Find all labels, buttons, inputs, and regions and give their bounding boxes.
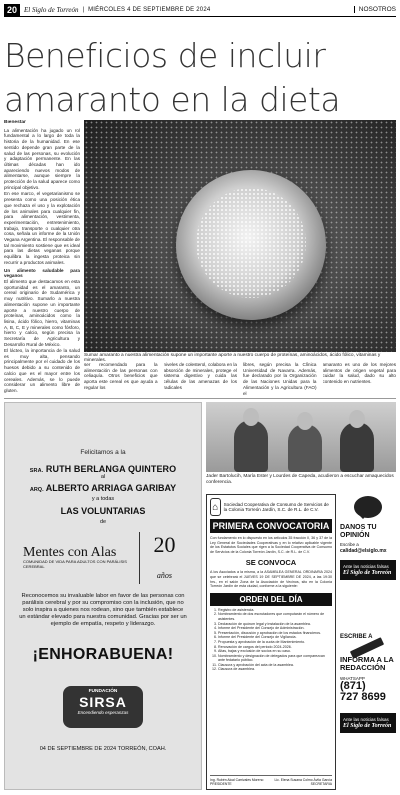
honoree-group: LAS VOLUNTARIAS (60, 506, 146, 516)
cooperative-name: Sociedad Cooperativa de Consumo de Servicios de la Colonia Torreón Jardín, S.C. de R.L. de C.V. (223, 501, 329, 512)
convocatoria-body-2: A los Asociados a la misma, a la ASAMBLEA GENERAL ORDINARIA 2024 que se celebrará el JUEVES 19 DE SEPTIEMBRE DE 2024, a las 19:30 hrs., en el salón Zona de la Asociación de Vecinos, sito en la Colonia Torreón Jardín de esta ciudad, conforme a la siguiente: (210, 570, 332, 589)
congratulations-ad (4, 402, 202, 790)
fake-news-box (340, 560, 396, 580)
honoree-two-name: ALBERTO ARRIAGA GARIBAY (45, 483, 177, 493)
write-label: ESCRIBE A (340, 634, 373, 641)
email-address[interactable]: calidad@elsiglo.mx (340, 547, 387, 554)
article-column: amaranto es uno de los mejores alimentos de origen vegetal para cuidar la salud, dado su alto contenido en nutrientes. (322, 362, 396, 385)
signer-name: Ing. Rubén Alcal Carrizales Moreno (210, 778, 264, 782)
article-byline: Bienestar (4, 120, 26, 125)
newspaper-brand[interactable]: El Siglo de Torreón (24, 5, 79, 14)
mentes-con-alas-logo (23, 532, 183, 580)
phone-area-code[interactable]: (871) (340, 680, 366, 693)
agenda-item: 3. Declaración de quórum legal y instalación de la asamblea. (218, 622, 332, 627)
anniversary-number: 20 (153, 532, 176, 557)
fund-label: FUNDACIÓN (88, 689, 118, 694)
signer-role: PRESIDENTE (210, 782, 232, 786)
newsroom-promo: INFORMA A LA REDACCIÓN (340, 655, 394, 673)
agenda-item: 9. Altas, bajas y exclusión de socios en su caso. (218, 649, 332, 654)
person-figure (340, 422, 374, 472)
ad-footer-date: 04 DE SEPTIEMBRE DE 2024 TORREÓN, COAH. (39, 746, 167, 752)
logo-name: Mentes con Alas (23, 545, 117, 560)
publication-date: MIÉRCOLES 4 DE SEPTIEMBRE DE 2024 (88, 6, 211, 13)
connector-text: al (100, 474, 106, 480)
article-column: libres, según precisa la Clínica Universidad de Navarra. Además, fue declarado por la Organización de las Naciones Unidas para la Alimentación y la Agricultura (FAO) el (243, 362, 317, 396)
signature-left (210, 778, 263, 786)
article-bottom-columns (84, 362, 396, 396)
opinion-promo: DANOS TU OPINIÓN (340, 524, 377, 539)
header-separator: | (82, 6, 85, 13)
article-column: ser recomendado para la alimentación de las personas con celiaquía. Otros beneficios que aporta este cereal es que ayuda a regular los (84, 362, 158, 390)
article-intro: La alimentación ha jugado un rol fundamental a lo largo de toda la historia de la humanidad. En ese sentido depende gran parte de la salud de las personas, su evolución y adaptación permanente. En las últimas décadas han ido apareciendo nuevos modos de alimentarse, aunque siempre la protección de la salud aparece como principal objetivo. (4, 127, 80, 190)
agenda-item: 2. Nombramiento de dos escrutadores que computarán el número de asistentes. (218, 612, 332, 621)
agenda-item: 10. Nombramiento y designación de delegados para que comparezcan ante fedatario público. (218, 654, 332, 663)
logo-tagline: COMUNIDAD DE VIDA PARA ADULTOS CON PARÁLISIS CEREBRAL (23, 559, 127, 569)
convocatoria-body: Con fundamento en lo dispuesto en los artículos 35 fracción II, 36 y 37 de la Ley General de Sociedades Cooperativas y en lo relativo aplicable vigente de los Estatutos Sociales que rigen a la Sociedad Cooperativa de Consumo de Servicios de la Colonia Torreón Jardín, S.C. de R.L. de C.V. (210, 536, 332, 554)
sidebar-promos (340, 494, 396, 790)
person-figure (234, 420, 268, 472)
phone-number[interactable]: 727 8699 (340, 691, 386, 704)
honoree-one-prefix: SRA. (29, 468, 44, 474)
honoree-two-prefix: ARQ. (29, 487, 44, 493)
email-label: Escribe a (340, 542, 359, 548)
page-header (4, 3, 396, 17)
person-figure (288, 424, 322, 472)
article-column: niveles de colesterol, colabora en la absorción de minerales, protege el sistema digestivo y cuida las células de las amenazas de los radicales (163, 362, 237, 390)
logo-wordmark (23, 547, 133, 569)
agenda-item: 6. Informe del Presidente del Consejo de Vigilancia. (218, 635, 332, 640)
article-paragraph: En ese marco, el vegetarianismo se presenta como una posición ética que rechaza el uso y la explotación de los animales para cualquier fin, para alimentación, vestimenta, experimentación, entretenimiento, trabajo, transporte o cualquier otra cosa, señala un informe de la Unión Vegana Argentina. El responsable de tal movimiento sostiene que es ideal para las dietas veganas porque equilibra la ingesta proteica sin recurrir a productos animales. (4, 191, 80, 265)
email-promo (340, 542, 396, 554)
fundacion-sirsa-logo (63, 686, 143, 728)
cooperative-logo-icon: ⌂ (210, 498, 221, 516)
agenda-item: 7. Propuesta y aprobación de la cuota de Mantenimiento. (218, 640, 332, 645)
anniversary-badge (139, 532, 183, 584)
agenda-title: ORDEN DEL DÍA (210, 593, 332, 606)
section-name[interactable]: NOSOTROS (354, 6, 396, 13)
agenda-item: 12. Clausura de asamblea. (218, 667, 332, 672)
ad-intro-line: Felicitamos a la (80, 449, 126, 456)
ad-headline: ¡ENHORABUENA! (32, 646, 174, 663)
fund-name: SIRSA (79, 694, 127, 710)
fake-news-box-2 (340, 713, 396, 733)
fake-news-line: Ante las noticias falsas (343, 717, 389, 723)
connector-text: y a todas (91, 496, 115, 502)
ad-message: Reconocemos su invaluable labor en favor de las personas con parálisis cerebral y por su compromiso con la inclusión, que no solo inspira a quienes nos rodean, sino que también establece un estándar elevado para nuestra comunidad. Gracias por ser un ejemplo de empatía, respeto y liderazgo. (19, 593, 187, 627)
bowl-of-amaranth (176, 170, 326, 320)
section-divider (4, 398, 396, 399)
page-number: 20 (4, 4, 20, 16)
amaranth-bowl-photo (84, 120, 396, 352)
agenda-item: 8. Renovación de cargos del periodo 2024-2026. (218, 645, 332, 650)
whatsapp-label: WHATSAPP (340, 676, 365, 682)
signature-right (275, 778, 332, 786)
convocatoria-title: PRIMERA CONVOCATORIA (210, 519, 332, 533)
agenda-item: 1. Registro de asistencia. (218, 608, 332, 613)
anniversary-word: años (156, 571, 173, 580)
article-column-left (4, 120, 80, 348)
fake-news-brand: El Siglo de Torreón (343, 570, 392, 577)
speech-bubble-icon (354, 496, 382, 518)
convocatoria-subtitle: SE CONVOCA (245, 558, 297, 568)
article-subhead: Un alimento saludable para veganos (4, 267, 80, 279)
agenda-item: 11. Clausura y aprobación del acta de la asamblea. (218, 663, 332, 668)
agenda-item: 4. Informe del Presidente del Consejo de Administración. (218, 626, 332, 631)
people-photo-caption: Jader Bartolucih, María Ester y Lourdes de Capeda, acudieron a escuchar amaquecidos conferencia. (206, 474, 394, 485)
fake-news-line: Ante las noticias falsas (343, 564, 389, 570)
signatures (210, 775, 332, 786)
honoree-one-name: RUTH BERLANGA QUINTERO (45, 464, 177, 474)
article-paragraph: El alimento que destacamos en esta oportunidad es el amaranto, un cereal originario de Sudamérica y muy nutritivo. Sumarlo a nuestra alimentación supone un importante aporte a nuestro cuerpo de proteínas, aminoácidos como la lisina, ácido fólico, hierro, vitaminas A, B, C, E y minerales como fósforo, hierro y calcio, según precisa la Secretaría de Agricultura y Desarrollo Rural de México. (4, 278, 80, 347)
agenda-list (210, 608, 332, 672)
honoree-two (5, 483, 201, 493)
agenda-item: 5. Presentación, discusión y aprobación de los estados financieros. (218, 631, 332, 636)
photo-caption: Sumar amaranto a nuestra alimentación supone un importante aporte a nuestro cuerpo de proteínas, aminoácidos, ácido fólico, vitaminas y minerales. (84, 353, 381, 363)
honoree-one (5, 464, 201, 474)
people-photo (206, 402, 396, 472)
article-column-left-tail: El lácteo, la importancia de la salud es muy alta, pensando principalmente por el cuidado de los huesos debido a su contenido de calcio que es el mayor entre los cereales. Además, se lo puede considerar un alimento libre de gluten. (4, 348, 80, 393)
convocatoria-notice (206, 494, 336, 790)
fund-tagline: Encendiendo esperanzas (77, 710, 129, 715)
connector-text: de (99, 519, 107, 525)
signer-name: Lic. Elena Susana Colmo Ávila García (274, 778, 332, 782)
article-title: Beneficios de incluir amaranto en la dieta (4, 36, 341, 119)
signer-role: SECRETARIA (310, 782, 332, 786)
fake-news-brand: El Siglo de Torreón (343, 723, 392, 730)
convocatoria-header (210, 498, 332, 516)
